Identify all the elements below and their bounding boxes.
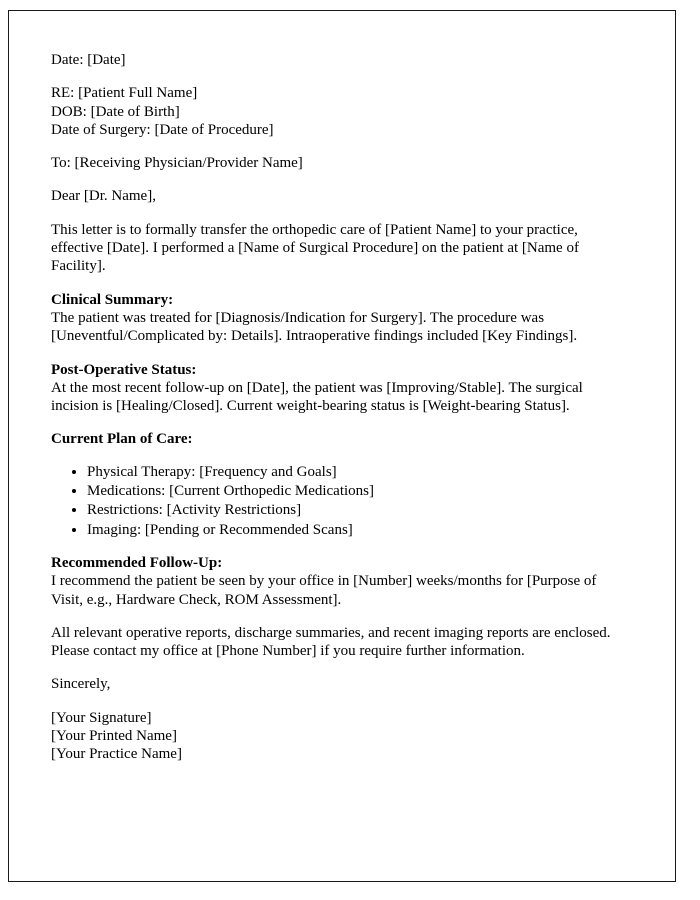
signature-line: [Your Signature] [51, 709, 152, 726]
document-page [8, 10, 676, 882]
post-operative-heading: Post-Operative Status: [51, 361, 197, 378]
re-line: RE: [Patient Full Name] [51, 85, 198, 102]
plan-of-care-section [51, 430, 619, 538]
plan-of-care-heading: Current Plan of Care: [51, 431, 193, 448]
plan-item-restrictions: • Restrictions: [Activity Restrictions] [87, 501, 619, 519]
printed-name-line: [Your Printed Name] [51, 728, 177, 745]
closing: Sincerely, [51, 676, 111, 693]
intro-paragraph: This letter is to formally transfer the orthopedic care of [Patient Name] to your practice, effective [Date]. I performed a [Name of Surgical Procedure] on the patient at [Name of Facility]. [51, 221, 579, 275]
post-operative-body: At the most recent follow-up on [Date], the patient was [Improving/Stable]. The surgical incision is [Healing/Closed]. Current weight-bearing status is [Weight-bearing Status]. [51, 379, 583, 415]
post-operative-section [51, 361, 619, 416]
signature-block [51, 709, 619, 764]
clinical-summary-heading: Clinical Summary: [51, 291, 174, 308]
letter-body [9, 11, 675, 819]
salutation: Dear [Dr. Name], [51, 188, 156, 205]
date-line: Date: [Date] [51, 52, 126, 68]
plan-item-physical-therapy: • Physical Therapy: [Frequency and Goals] [87, 463, 619, 481]
dob-line: DOB: [Date of Birth] [51, 103, 180, 120]
enclosures-paragraph: All relevant operative reports, discharge summaries, and recent imaging reports are enclosed. Please contact my office at [Phone Number] if you require further information. [51, 624, 611, 660]
follow-up-body: I recommend the patient be seen by your office in [Number] weeks/months for [Purpose of Visit, e.g., Hardware Check, ROM Assessment]. [51, 573, 597, 608]
follow-up-heading: Recommended Follow-Up: [51, 554, 223, 571]
plan-of-care-list [51, 463, 619, 539]
patient-info-block [51, 84, 619, 139]
follow-up-section [51, 554, 619, 609]
to-line: To: [Receiving Physician/Provider Name] [51, 155, 303, 172]
clinical-summary-section [51, 291, 619, 346]
surgery-date-line: Date of Surgery: [Date of Procedure] [51, 121, 274, 138]
practice-name-line: [Your Practice Name] [51, 746, 182, 763]
clinical-summary-body: The patient was treated for [Diagnosis/Indication for Surgery]. The procedure was [Uneventful/Complicated by: Details]. Intraoperative findings included [Key Findings]. [51, 309, 578, 345]
plan-item-imaging: • Imaging: [Pending or Recommended Scans] [87, 521, 619, 539]
plan-item-medications: • Medications: [Current Orthopedic Medications] [87, 482, 619, 500]
